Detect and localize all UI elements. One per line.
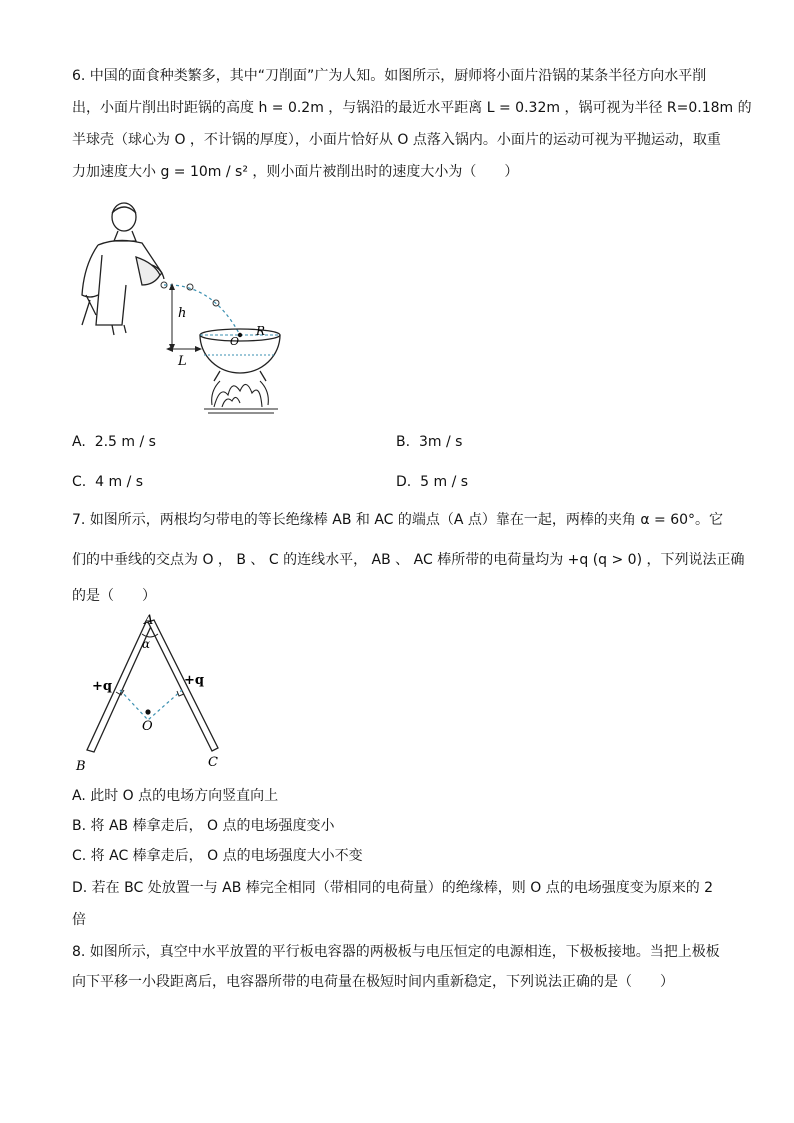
q7-option-c[interactable]: C. 将 AC 棒拿走后， O 点的电场强度大小不变 xyxy=(72,848,363,864)
q8-stem-line2: 向下平移一小段距离后，电容器所带的电荷量在极短时间内重新稳定，下列说法正确的是（ ） xyxy=(72,974,674,990)
q6-stem-line2: 出，小面片削出时距锅的高度 h = 0.2m ，与锅沿的最近水平距离 L = 0.32m ，锅可视为半径 R=0.18m 的 xyxy=(72,100,752,116)
q7-option-d-continued: 倍 xyxy=(72,912,86,928)
chef-illustration xyxy=(82,203,164,335)
q7-option-b[interactable]: B. 将 AB 棒拿走后， O 点的电场强度变小 xyxy=(72,818,335,834)
q6-option-d[interactable]: D. 5 m / s xyxy=(396,474,469,490)
label-O: O xyxy=(230,335,240,348)
q6-option-a[interactable]: A. 2.5 m / s xyxy=(72,434,156,450)
label-A: A xyxy=(144,613,154,628)
label-h: h xyxy=(178,306,187,321)
label-R: R xyxy=(256,324,266,338)
label-B: B xyxy=(76,759,86,774)
label-plus-q-right: +q xyxy=(184,673,204,688)
q7-option-d[interactable]: D. 若在 BC 处放置一与 AB 棒完全相同（带相同的电荷量）的绝缘棒，则 O 点的电场强度变为原来的 2 xyxy=(72,880,714,896)
q6-stem-line1: 6. 中国的面食种类繁多，其中“刀削面”广为人知。如图所示，厨师将小面片沿锅的某条半径方向水平削 xyxy=(72,68,707,84)
q7-figure-charged-rods xyxy=(72,612,242,777)
q6-stem-line4: 力加速度大小 g = 10m / s² ，则小面片被削出时的速度大小为（ ） xyxy=(72,164,519,180)
q6-figure-chef-pot xyxy=(72,195,302,425)
q7-stem-line2: 们的中垂线的交点为 O ， B 、 C 的连线水平， AB 、 AC 棒所带的电荷量均为 +q (q > 0) ，下列说法正确 xyxy=(72,552,745,568)
q8-stem-line1: 8. 如图所示，真空中水平放置的平行板电容器的两极板与电压恒定的电源相连，下极板接地。当把上极板 xyxy=(72,944,720,960)
label-alpha: α xyxy=(142,637,151,651)
label-C: C xyxy=(208,755,218,770)
q7-option-a[interactable]: A. 此时 O 点的电场方向竖直向上 xyxy=(72,788,279,804)
q7-stem-line3: 的是（ ） xyxy=(72,588,156,604)
label-L: L xyxy=(178,354,187,369)
label-O-q7: O xyxy=(142,719,153,734)
q6-option-b[interactable]: B. 3m / s xyxy=(396,434,463,450)
q6-stem-line3: 半球壳（球心为 O ，不计锅的厚度），小面片恰好从 O 点落入锅内。小面片的运动可视为平抛运动，取重 xyxy=(72,132,721,148)
q6-option-c[interactable]: C. 4 m / s xyxy=(72,474,144,490)
label-plus-q-left: +q xyxy=(92,679,112,694)
fire-illustration xyxy=(204,381,278,413)
q7-stem-line1: 7. 如图所示，两根均匀带电的等长绝缘棒 AB 和 AC 的端点（A 点）靠在一起，两棒的夹角 α = 60°。它 xyxy=(72,512,724,528)
